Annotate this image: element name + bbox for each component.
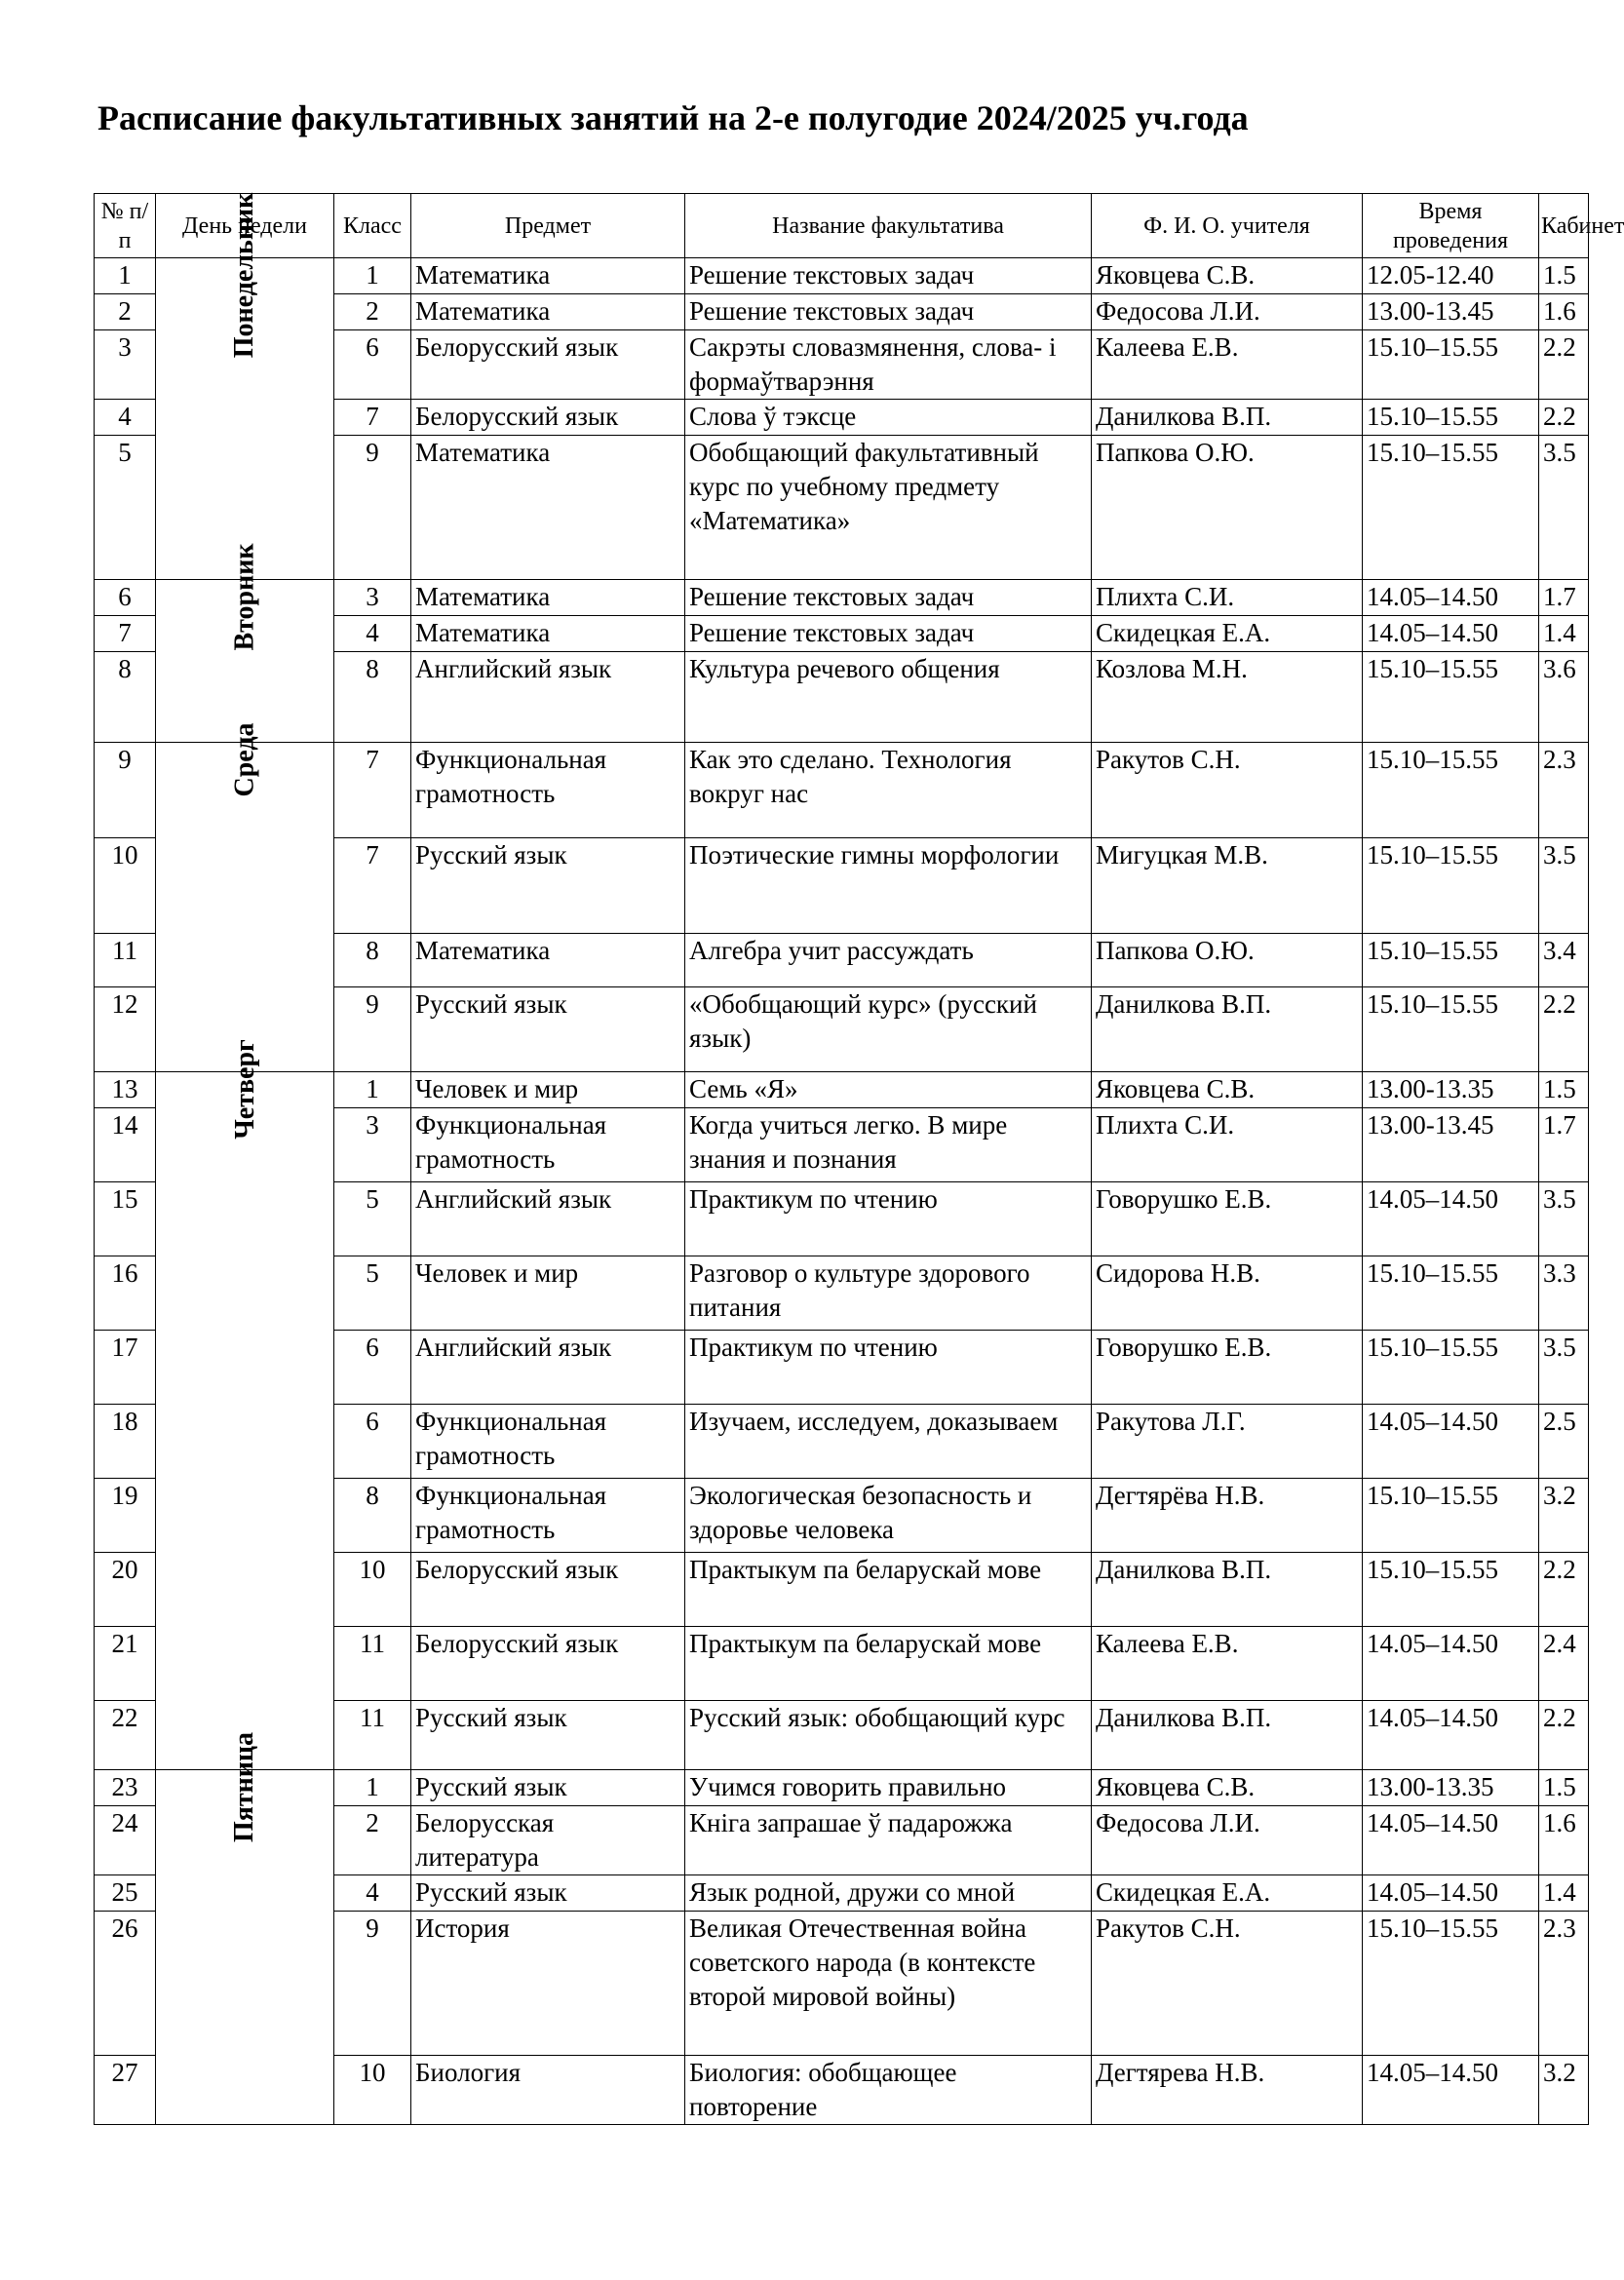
- table-row: [95, 258, 1589, 294]
- subject-cell: Белорусский язык: [411, 1627, 685, 1701]
- teacher-cell: Калеева Е.В.: [1092, 330, 1363, 400]
- teacher-cell: Данилкова В.П.: [1092, 400, 1363, 436]
- teacher-cell: Яковцева С.В.: [1092, 1072, 1363, 1108]
- row-number: 12: [95, 987, 156, 1072]
- room-cell: 2.4: [1539, 1627, 1589, 1701]
- time-cell: 15.10–15.55: [1363, 330, 1539, 400]
- class-cell: 1: [334, 1072, 411, 1108]
- teacher-cell: Дегтярева Н.В.: [1092, 2056, 1363, 2125]
- day-cell: [156, 1039, 334, 1770]
- teacher-cell: Данилкова В.П.: [1092, 987, 1363, 1072]
- teacher-cell: Дегтярёва Н.В.: [1092, 1479, 1363, 1553]
- subject-cell: Белорусский язык: [411, 1553, 685, 1627]
- time-cell: 15.10–15.55: [1363, 1553, 1539, 1627]
- class-cell: 11: [334, 1627, 411, 1701]
- time-cell: 15.10–15.55: [1363, 436, 1539, 580]
- teacher-cell: Плихта С.И.: [1092, 1108, 1363, 1182]
- time-cell: 15.10–15.55: [1363, 1912, 1539, 2056]
- row-number: 27: [95, 2056, 156, 2125]
- course-cell: Решение текстовых задач: [685, 294, 1092, 330]
- row-number: 6: [95, 580, 156, 616]
- row-number: 15: [95, 1182, 156, 1256]
- time-cell: 13.00-13.45: [1363, 1108, 1539, 1182]
- row-number: 10: [95, 838, 156, 934]
- table-row: [95, 743, 1589, 838]
- subject-cell: Русский язык: [411, 1701, 685, 1770]
- table-header-row: [95, 194, 1589, 258]
- room-cell: 2.2: [1539, 987, 1589, 1072]
- teacher-cell: Данилкова В.П.: [1092, 1553, 1363, 1627]
- time-cell: 12.05-12.40: [1363, 258, 1539, 294]
- row-number: 2: [95, 294, 156, 330]
- course-cell: Культура речевого общения: [685, 652, 1092, 743]
- class-cell: 11: [334, 1701, 411, 1770]
- row-number: 22: [95, 1701, 156, 1770]
- room-cell: 2.2: [1539, 330, 1589, 400]
- room-cell: 2.3: [1539, 1912, 1589, 2056]
- room-cell: 1.5: [1539, 1072, 1589, 1108]
- class-cell: 3: [334, 580, 411, 616]
- class-cell: 1: [334, 1770, 411, 1806]
- time-cell: 14.05–14.50: [1363, 1701, 1539, 1770]
- class-cell: 5: [334, 1182, 411, 1256]
- table-row: [95, 580, 1589, 616]
- schedule-table: [94, 192, 1624, 2125]
- room-cell: 1.4: [1539, 1875, 1589, 1912]
- time-cell: 14.05–14.50: [1363, 1405, 1539, 1479]
- subject-cell: Белорусская литература: [411, 1806, 685, 1875]
- subject-cell: Английский язык: [411, 1331, 685, 1405]
- header-subject: Предмет: [411, 194, 685, 258]
- room-cell: 3.5: [1539, 838, 1589, 934]
- teacher-cell: Ракутова Л.Г.: [1092, 1405, 1363, 1479]
- day-cell: [156, 543, 334, 743]
- day-label: Четверг: [229, 1039, 260, 1140]
- teacher-cell: Папкова О.Ю.: [1092, 436, 1363, 580]
- course-cell: Слова ў тэксце: [685, 400, 1092, 436]
- day-label: Понедельник: [229, 192, 260, 359]
- row-number: 25: [95, 1875, 156, 1912]
- room-cell: 3.2: [1539, 1479, 1589, 1553]
- header-class: Класс: [334, 194, 411, 258]
- course-cell: Экологическая безопасность и здоровье человека: [685, 1479, 1092, 1553]
- time-cell: 13.00-13.35: [1363, 1770, 1539, 1806]
- subject-cell: Биология: [411, 2056, 685, 2125]
- room-cell: 1.7: [1539, 580, 1589, 616]
- class-cell: 10: [334, 2056, 411, 2125]
- class-cell: 9: [334, 1912, 411, 2056]
- course-cell: «Обобщающий курс» (русский язык): [685, 987, 1092, 1072]
- page-title: Расписание факультативных занятий на 2-е полугодие 2024/2025 уч.года: [97, 98, 1249, 137]
- class-cell: 8: [334, 1479, 411, 1553]
- course-cell: Практикум по чтению: [685, 1331, 1092, 1405]
- time-cell: 14.05–14.50: [1363, 1875, 1539, 1912]
- room-cell: 2.5: [1539, 1405, 1589, 1479]
- subject-cell: Математика: [411, 294, 685, 330]
- time-cell: 15.10–15.55: [1363, 1331, 1539, 1405]
- class-cell: 6: [334, 330, 411, 400]
- time-cell: 15.10–15.55: [1363, 743, 1539, 838]
- course-cell: Изучаем, исследуем, доказываем: [685, 1405, 1092, 1479]
- subject-cell: Белорусский язык: [411, 400, 685, 436]
- class-cell: 6: [334, 1405, 411, 1479]
- subject-cell: Русский язык: [411, 1875, 685, 1912]
- room-cell: 1.6: [1539, 1806, 1589, 1875]
- row-number: 11: [95, 934, 156, 987]
- class-cell: 3: [334, 1108, 411, 1182]
- class-cell: 10: [334, 1553, 411, 1627]
- subject-cell: Английский язык: [411, 1182, 685, 1256]
- row-number: 5: [95, 436, 156, 580]
- row-number: 18: [95, 1405, 156, 1479]
- class-cell: 2: [334, 294, 411, 330]
- row-number: 19: [95, 1479, 156, 1553]
- row-number: 8: [95, 652, 156, 743]
- course-cell: Биология: обобщающее повторение: [685, 2056, 1092, 2125]
- course-cell: Сакрэты словазмянення, слова- і формаўтварэння: [685, 330, 1092, 400]
- subject-cell: Функциональная грамотность: [411, 1479, 685, 1553]
- row-number: 23: [95, 1770, 156, 1806]
- class-cell: 2: [334, 1806, 411, 1875]
- time-cell: 13.00-13.45: [1363, 294, 1539, 330]
- subject-cell: История: [411, 1912, 685, 2056]
- class-cell: 9: [334, 436, 411, 580]
- time-cell: 14.05–14.50: [1363, 616, 1539, 652]
- teacher-cell: Говорушко Е.В.: [1092, 1182, 1363, 1256]
- course-cell: Решение текстовых задач: [685, 258, 1092, 294]
- subject-cell: Математика: [411, 580, 685, 616]
- row-number: 17: [95, 1331, 156, 1405]
- room-cell: 1.5: [1539, 258, 1589, 294]
- time-cell: 14.05–14.50: [1363, 1806, 1539, 1875]
- time-cell: 15.10–15.55: [1363, 652, 1539, 743]
- subject-cell: Математика: [411, 258, 685, 294]
- time-cell: 15.10–15.55: [1363, 838, 1539, 934]
- subject-cell: Русский язык: [411, 987, 685, 1072]
- course-cell: Поэтические гимны морфологии: [685, 838, 1092, 934]
- course-cell: Обобщающий факультативный курс по учебному предмету «Математика»: [685, 436, 1092, 580]
- time-cell: 15.10–15.55: [1363, 934, 1539, 987]
- course-cell: Кніга запрашае ў падарожжа: [685, 1806, 1092, 1875]
- teacher-cell: Федосова Л.И.: [1092, 294, 1363, 330]
- teacher-cell: Яковцева С.В.: [1092, 1770, 1363, 1806]
- teacher-cell: Федосова Л.И.: [1092, 1806, 1363, 1875]
- course-cell: Практикум по чтению: [685, 1182, 1092, 1256]
- time-cell: 14.05–14.50: [1363, 1182, 1539, 1256]
- row-number: 4: [95, 400, 156, 436]
- class-cell: 9: [334, 987, 411, 1072]
- row-number: 20: [95, 1553, 156, 1627]
- class-cell: 7: [334, 838, 411, 934]
- room-cell: 1.5: [1539, 1770, 1589, 1806]
- row-number: 26: [95, 1912, 156, 2056]
- subject-cell: Математика: [411, 436, 685, 580]
- teacher-cell: Папкова О.Ю.: [1092, 934, 1363, 987]
- room-cell: 3.4: [1539, 934, 1589, 987]
- row-number: 1: [95, 258, 156, 294]
- course-cell: Язык родной, дружи со мной: [685, 1875, 1092, 1912]
- course-cell: Решение текстовых задач: [685, 580, 1092, 616]
- time-cell: 15.10–15.55: [1363, 400, 1539, 436]
- teacher-cell: Говорушко Е.В.: [1092, 1331, 1363, 1405]
- room-cell: 3.5: [1539, 1182, 1589, 1256]
- subject-cell: Русский язык: [411, 1770, 685, 1806]
- class-cell: 8: [334, 652, 411, 743]
- class-cell: 7: [334, 743, 411, 838]
- header-num: № п/п: [95, 194, 156, 258]
- row-number: 14: [95, 1108, 156, 1182]
- subject-cell: Функциональная грамотность: [411, 1405, 685, 1479]
- course-cell: Решение текстовых задач: [685, 616, 1092, 652]
- teacher-cell: Мигуцкая М.В.: [1092, 838, 1363, 934]
- teacher-cell: Калеева Е.В.: [1092, 1627, 1363, 1701]
- day-cell: [156, 722, 334, 1072]
- subject-cell: Функциональная грамотность: [411, 1108, 685, 1182]
- room-cell: 3.5: [1539, 1331, 1589, 1405]
- room-cell: 3.5: [1539, 436, 1589, 580]
- teacher-cell: Козлова М.Н.: [1092, 652, 1363, 743]
- room-cell: 2.3: [1539, 743, 1589, 838]
- teacher-cell: Скидецкая Е.А.: [1092, 1875, 1363, 1912]
- room-cell: 2.2: [1539, 1553, 1589, 1627]
- subject-cell: Английский язык: [411, 652, 685, 743]
- subject-cell: Белорусский язык: [411, 330, 685, 400]
- room-cell: 1.7: [1539, 1108, 1589, 1182]
- subject-cell: Человек и мир: [411, 1072, 685, 1108]
- room-cell: 1.4: [1539, 616, 1589, 652]
- header-teacher: Ф. И. О. учителя: [1092, 194, 1363, 258]
- table-row: [95, 1072, 1589, 1108]
- room-cell: 3.6: [1539, 652, 1589, 743]
- time-cell: 14.05–14.50: [1363, 2056, 1539, 2125]
- class-cell: 4: [334, 616, 411, 652]
- header-day: День недели: [156, 194, 334, 258]
- class-cell: 8: [334, 934, 411, 987]
- row-number: 13: [95, 1072, 156, 1108]
- room-cell: 2.2: [1539, 1701, 1589, 1770]
- course-cell: Практыкум па беларускай мове: [685, 1553, 1092, 1627]
- course-cell: Семь «Я»: [685, 1072, 1092, 1108]
- row-number: 24: [95, 1806, 156, 1875]
- class-cell: 6: [334, 1331, 411, 1405]
- course-cell: Разговор о культуре здорового питания: [685, 1256, 1092, 1331]
- day-cell: [156, 1731, 334, 2125]
- course-cell: Русский язык: обобщающий курс: [685, 1701, 1092, 1770]
- header-time: Время проведения: [1363, 194, 1539, 258]
- class-cell: 1: [334, 258, 411, 294]
- class-cell: 4: [334, 1875, 411, 1912]
- row-number: 16: [95, 1256, 156, 1331]
- header-room: Кабинет: [1539, 194, 1589, 258]
- teacher-cell: Ракутов С.Н.: [1092, 743, 1363, 838]
- subject-cell: Математика: [411, 616, 685, 652]
- course-cell: Как это сделано. Технология вокруг нас: [685, 743, 1092, 838]
- class-cell: 7: [334, 400, 411, 436]
- time-cell: 14.05–14.50: [1363, 580, 1539, 616]
- teacher-cell: Данилкова В.П.: [1092, 1701, 1363, 1770]
- time-cell: 13.00-13.35: [1363, 1072, 1539, 1108]
- row-number: 21: [95, 1627, 156, 1701]
- row-number: 7: [95, 616, 156, 652]
- time-cell: 15.10–15.55: [1363, 1479, 1539, 1553]
- subject-cell: Русский язык: [411, 838, 685, 934]
- header-course: Название факультатива: [685, 194, 1092, 258]
- subject-cell: Человек и мир: [411, 1256, 685, 1331]
- time-cell: 14.05–14.50: [1363, 1627, 1539, 1701]
- room-cell: 2.2: [1539, 400, 1589, 436]
- teacher-cell: Скидецкая Е.А.: [1092, 616, 1363, 652]
- teacher-cell: Яковцева С.В.: [1092, 258, 1363, 294]
- teacher-cell: Плихта С.И.: [1092, 580, 1363, 616]
- subject-cell: Функциональная грамотность: [411, 743, 685, 838]
- table-row: [95, 1770, 1589, 1806]
- course-cell: Когда учиться легко. В мире знания и познания: [685, 1108, 1092, 1182]
- day-label: Вторник: [229, 543, 260, 651]
- row-number: 3: [95, 330, 156, 400]
- room-cell: 1.6: [1539, 294, 1589, 330]
- day-label: Пятница: [229, 1731, 260, 1843]
- course-cell: Алгебра учит рассуждать: [685, 934, 1092, 987]
- course-cell: Великая Отечественная война советского народа (в контексте второй мировой войны): [685, 1912, 1092, 2056]
- time-cell: 15.10–15.55: [1363, 987, 1539, 1072]
- course-cell: Практыкум па беларускай мове: [685, 1627, 1092, 1701]
- time-cell: 15.10–15.55: [1363, 1256, 1539, 1331]
- row-number: 9: [95, 743, 156, 838]
- class-cell: 5: [334, 1256, 411, 1331]
- room-cell: 3.3: [1539, 1256, 1589, 1331]
- day-label: Среда: [229, 722, 260, 797]
- teacher-cell: Ракутов С.Н.: [1092, 1912, 1363, 2056]
- subject-cell: Математика: [411, 934, 685, 987]
- course-cell: Учимся говорить правильно: [685, 1770, 1092, 1806]
- teacher-cell: Сидорова Н.В.: [1092, 1256, 1363, 1331]
- room-cell: 3.2: [1539, 2056, 1589, 2125]
